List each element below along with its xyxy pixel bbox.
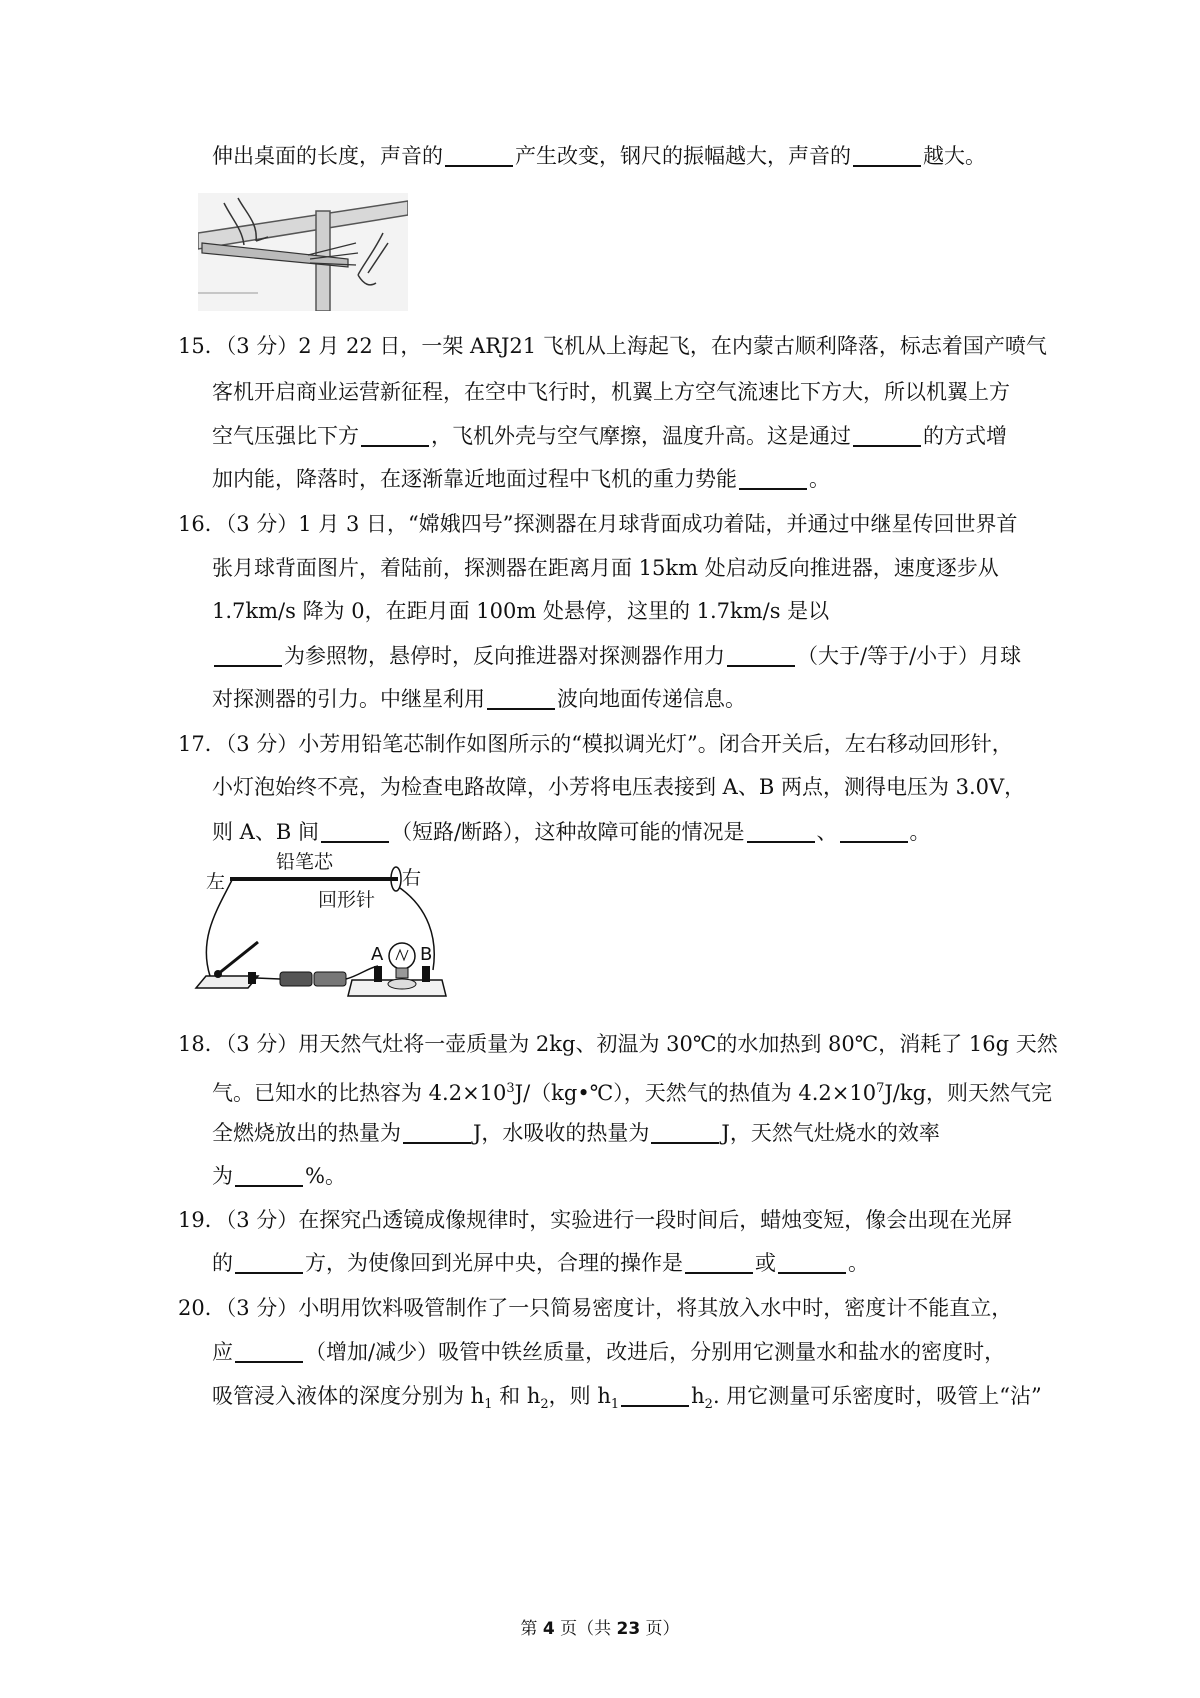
label-b: B: [420, 944, 433, 965]
answer-blank[interactable]: [403, 1120, 471, 1144]
answer-blank[interactable]: [651, 1120, 719, 1144]
q15-line-3: 空气压强比下方 ，飞机外壳与空气摩擦，温度升高。这是通过 的方式增: [212, 424, 1007, 448]
q17-line-2: 小灯泡始终不亮，为检查电路故障，小芳将电压表接到 A、B 两点，测得电压为 3.0V，: [212, 775, 1026, 799]
q16-line-3: 1.7km/s 降为 0，在距月面 100m 处悬停，这里的 1.7km/s 是以: [212, 599, 830, 623]
answer-blank[interactable]: [487, 686, 555, 710]
answer-blank[interactable]: [361, 423, 429, 447]
q16-line-1: 16．（3 分）1 月 3 日，“嫦娥四号”探测器在月球背面成功着陆，并通过中继星传回世界首: [178, 512, 1018, 536]
page-number: 4: [542, 1619, 555, 1639]
answer-blank[interactable]: [778, 1250, 846, 1274]
answer-blank[interactable]: [840, 819, 908, 843]
page-footer: 第 4 页（共 23 页）: [520, 1619, 680, 1639]
q18-line-4: 为 %。: [212, 1164, 346, 1188]
q17-line-3: 则 A、B 间 （短路/断路），这种故障可能的情况是 、 。: [212, 820, 931, 844]
q15-line-4: 加内能，降落时，在逐渐靠近地面过程中飞机的重力势能 。: [212, 467, 830, 491]
answer-blank[interactable]: [445, 143, 513, 167]
label-right: 右: [402, 867, 422, 889]
q19-line-1: 19．（3 分）在探究凸透镜成像规律时，实验进行一段时间后，蜡烛变短，像会出现在光屏: [178, 1208, 1013, 1232]
q15-line-1: 15．（3 分）2 月 22 日，一架 ARJ21 飞机从上海起飞，在内蒙古顺利降落，标志着国产喷气: [178, 334, 1047, 358]
answer-blank[interactable]: [727, 643, 795, 667]
q20-line-1: 20．（3 分）小明用饮料吸管制作了一只简易密度计，将其放入水中时，密度计不能直立，: [178, 1296, 1013, 1320]
dimmer-circuit-figure: [188, 848, 448, 1003]
ruler-on-table-figure: [198, 193, 408, 311]
answer-blank[interactable]: [853, 143, 921, 167]
answer-blank[interactable]: [621, 1383, 689, 1407]
q17-line-1: 17．（3 分）小芳用铅笔芯制作如图所示的“模拟调光灯”。闭合开关后，左右移动回形针，: [178, 732, 1013, 756]
q19-line-2: 的 方，为使像回到光屏中央，合理的操作是 或 。: [212, 1251, 869, 1275]
q16-line-4: 为参照物，悬停时，反向推进器对探测器作用力 （大于/等于/小于）月球: [212, 641, 1021, 671]
page-total: 23: [616, 1619, 641, 1639]
q20-line-3: 吸管浸入液体的深度分别为 $h_1$ 和 $h_2$，则 $h_1$ $h_2$. 用它测量可乐密度时，吸管上“沾”: [212, 1384, 1042, 1413]
q18-line-3: 全燃烧放出的热量为 J，水吸收的热量为 J，天然气灶烧水的效率: [212, 1121, 940, 1145]
answer-blank[interactable]: [235, 1163, 303, 1187]
label-lead: 铅笔芯: [276, 851, 334, 873]
answer-blank[interactable]: [235, 1339, 303, 1363]
q16-line-2: 张月球背面图片，着陆前，探测器在距离月面 15km 处启动反向推进器，速度逐步从: [212, 556, 999, 580]
answer-blank[interactable]: [739, 466, 807, 490]
q14-line-1: 伸出桌面的长度，声音的 产生改变，钢尺的振幅越大，声音的 越大。: [212, 144, 986, 168]
answer-blank[interactable]: [747, 819, 815, 843]
q20-line-2: 应 （增加/减少）吸管中铁丝质量，改进后，分别用它测量水和盐水的密度时，: [212, 1340, 1006, 1364]
q18-line-2: 气。已知水的比热容为 $4.2\times 10^3J/(kg•℃)$，天然气的热值为 $4.2\times 10^7J/kg$，则天然气完: [212, 1081, 1053, 1105]
q16-line-5: 对探测器的引力。中继星利用 波向地面传递信息。: [212, 687, 746, 711]
answer-blank[interactable]: [321, 819, 389, 843]
label-left: 左: [206, 871, 226, 893]
answer-blank[interactable]: [214, 643, 282, 667]
q15-line-2: 客机开启商业运营新征程，在空中飞行时，机翼上方空气流速比下方大，所以机翼上方: [212, 380, 1010, 404]
label-a: A: [371, 944, 384, 965]
q18-line-1: 18．（3 分）用天然气灶将一壶质量为 2kg、初温为 30℃的水加热到 80℃，消耗了 16g 天然: [178, 1032, 1058, 1056]
answer-blank[interactable]: [235, 1250, 303, 1274]
answer-blank[interactable]: [853, 423, 921, 447]
label-clip: 回形针: [318, 889, 376, 911]
answer-blank[interactable]: [685, 1250, 753, 1274]
